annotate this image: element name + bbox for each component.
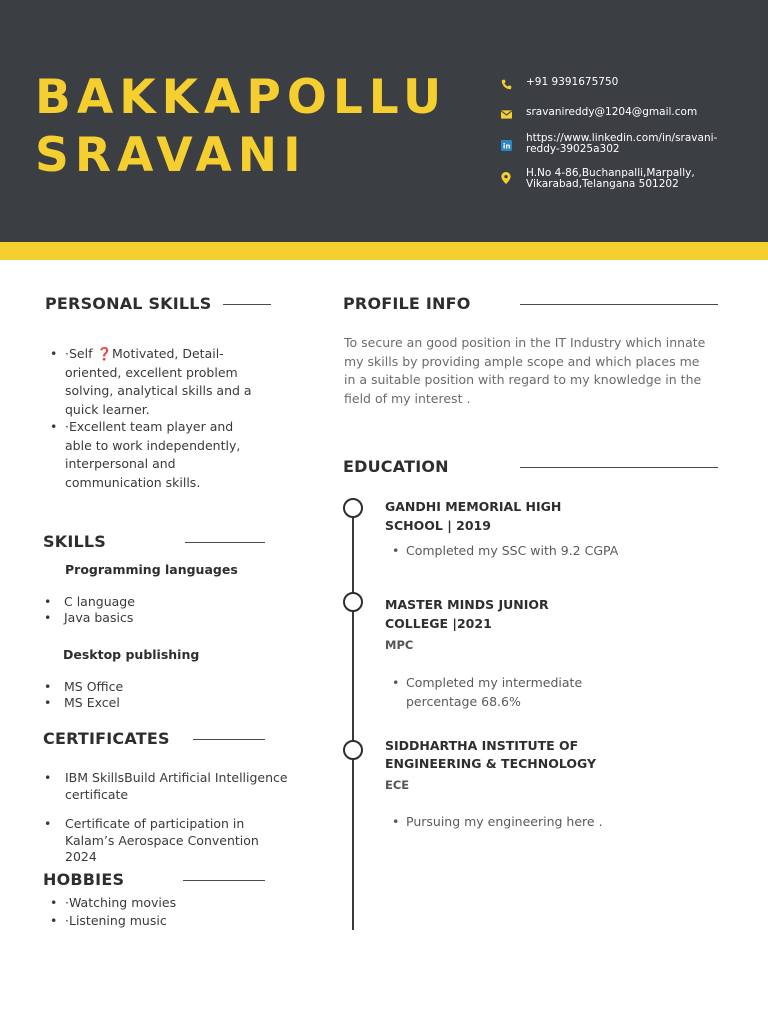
skill-item: • C language [44, 594, 135, 609]
education-entry-subtitle: MPC [385, 638, 414, 652]
contact-address [500, 168, 716, 190]
personal-skill-item: • ·Self ❓Motivated, Detail-oriented, excellent problem solving, analytical skills and a quick learner. [50, 346, 252, 417]
bullet: • [392, 814, 400, 829]
hobby-item: • ·Watching movies [50, 895, 177, 910]
timeline-node [343, 498, 363, 518]
timeline-node [343, 592, 363, 612]
svg-text:in: in [502, 141, 511, 151]
profile-text: To secure an good position in the IT Industry which innate my skills by providing ample scope and which places me in a suitable position with regard to my knowledge in the field of my interest . [344, 335, 706, 406]
desktop-publishing-heading: Desktop publishing [63, 647, 200, 662]
bullet: • [392, 675, 400, 690]
bullet: • [50, 913, 58, 928]
hobbies-rule [183, 880, 265, 881]
location-pin-icon [500, 172, 512, 184]
linkedin-icon [500, 139, 512, 151]
name-first-line: BAKKAPOLLU [35, 70, 448, 125]
email-icon [500, 108, 512, 120]
education-title: EDUCATION [343, 457, 449, 476]
hobbies-title: HOBBIES [43, 870, 125, 889]
bullet: • [50, 419, 58, 434]
name-second-line: SRAVANI [35, 128, 307, 183]
education-entry-title: MASTER MINDS JUNIOR COLLEGE |2021 [385, 597, 549, 631]
bullet: • [44, 816, 52, 831]
contact-linkedin[interactable] [500, 133, 741, 155]
education-entry-title: GANDHI MEMORIAL HIGH SCHOOL | 2019 [385, 499, 562, 533]
contact-phone[interactable] [500, 77, 751, 90]
education-entry-detail: • Completed my intermediate percentage 68.6% [392, 675, 583, 709]
bullet: • [50, 346, 58, 361]
profile-info-title: PROFILE INFO [343, 294, 471, 313]
personal-skills-rule [223, 304, 271, 305]
email-text: sravanireddy@1204@gmail.com [526, 106, 698, 118]
bullet: • [50, 895, 58, 910]
address-text: H.No 4-86,Buchanpalli,Marpally, Vikarabad,Telangana 501202 [526, 167, 695, 190]
education-entry-detail: • Completed my SSC with 9.2 CGPA [392, 542, 692, 561]
education-entry-detail: • Pursuing my engineering here . [392, 813, 692, 832]
linkedin-text: https://www.linkedin.com/in/sravani-reddy-39025a302 [526, 132, 718, 155]
accent-bar [0, 242, 768, 260]
skill-item: • Java basics [44, 610, 134, 625]
profile-info-rule [520, 304, 718, 305]
certificates-rule [193, 739, 265, 740]
timeline-node [343, 740, 363, 760]
skills-rule [185, 542, 265, 543]
certificate-item: • IBM SkillsBuild Artificial Intelligence certificate [44, 770, 288, 802]
bullet: • [44, 770, 52, 785]
personal-skill-item: • ·Excellent team player and able to work independently, interpersonal and communication skills. [50, 419, 241, 490]
bullet: • [44, 594, 52, 609]
personal-skills-title: PERSONAL SKILLS [45, 294, 212, 313]
education-entry-subtitle: ECE [385, 778, 410, 792]
education-entry-title: SIDDHARTHA INSTITUTE OF ENGINEERING & TECHNOLOGY [385, 738, 597, 771]
contact-email[interactable] [500, 107, 751, 120]
bullet: • [44, 695, 52, 710]
education-rule [520, 467, 718, 468]
bullet: • [392, 543, 400, 558]
phone-icon [500, 78, 512, 90]
bullet: • [44, 610, 52, 625]
phone-text: +91 9391675750 [526, 76, 619, 88]
hobby-item: • ·Listening music [50, 913, 167, 928]
skill-item: • MS Excel [44, 695, 120, 710]
skills-title: SKILLS [43, 532, 106, 551]
certificates-title: CERTIFICATES [43, 729, 170, 748]
certificate-item: • Certificate of participation in Kalam’s Aerospace Convention 2024 [44, 816, 259, 864]
timeline-line [352, 515, 354, 930]
skill-item: • MS Office [44, 679, 124, 694]
bullet: • [44, 679, 52, 694]
programming-languages-heading: Programming languages [65, 562, 238, 577]
